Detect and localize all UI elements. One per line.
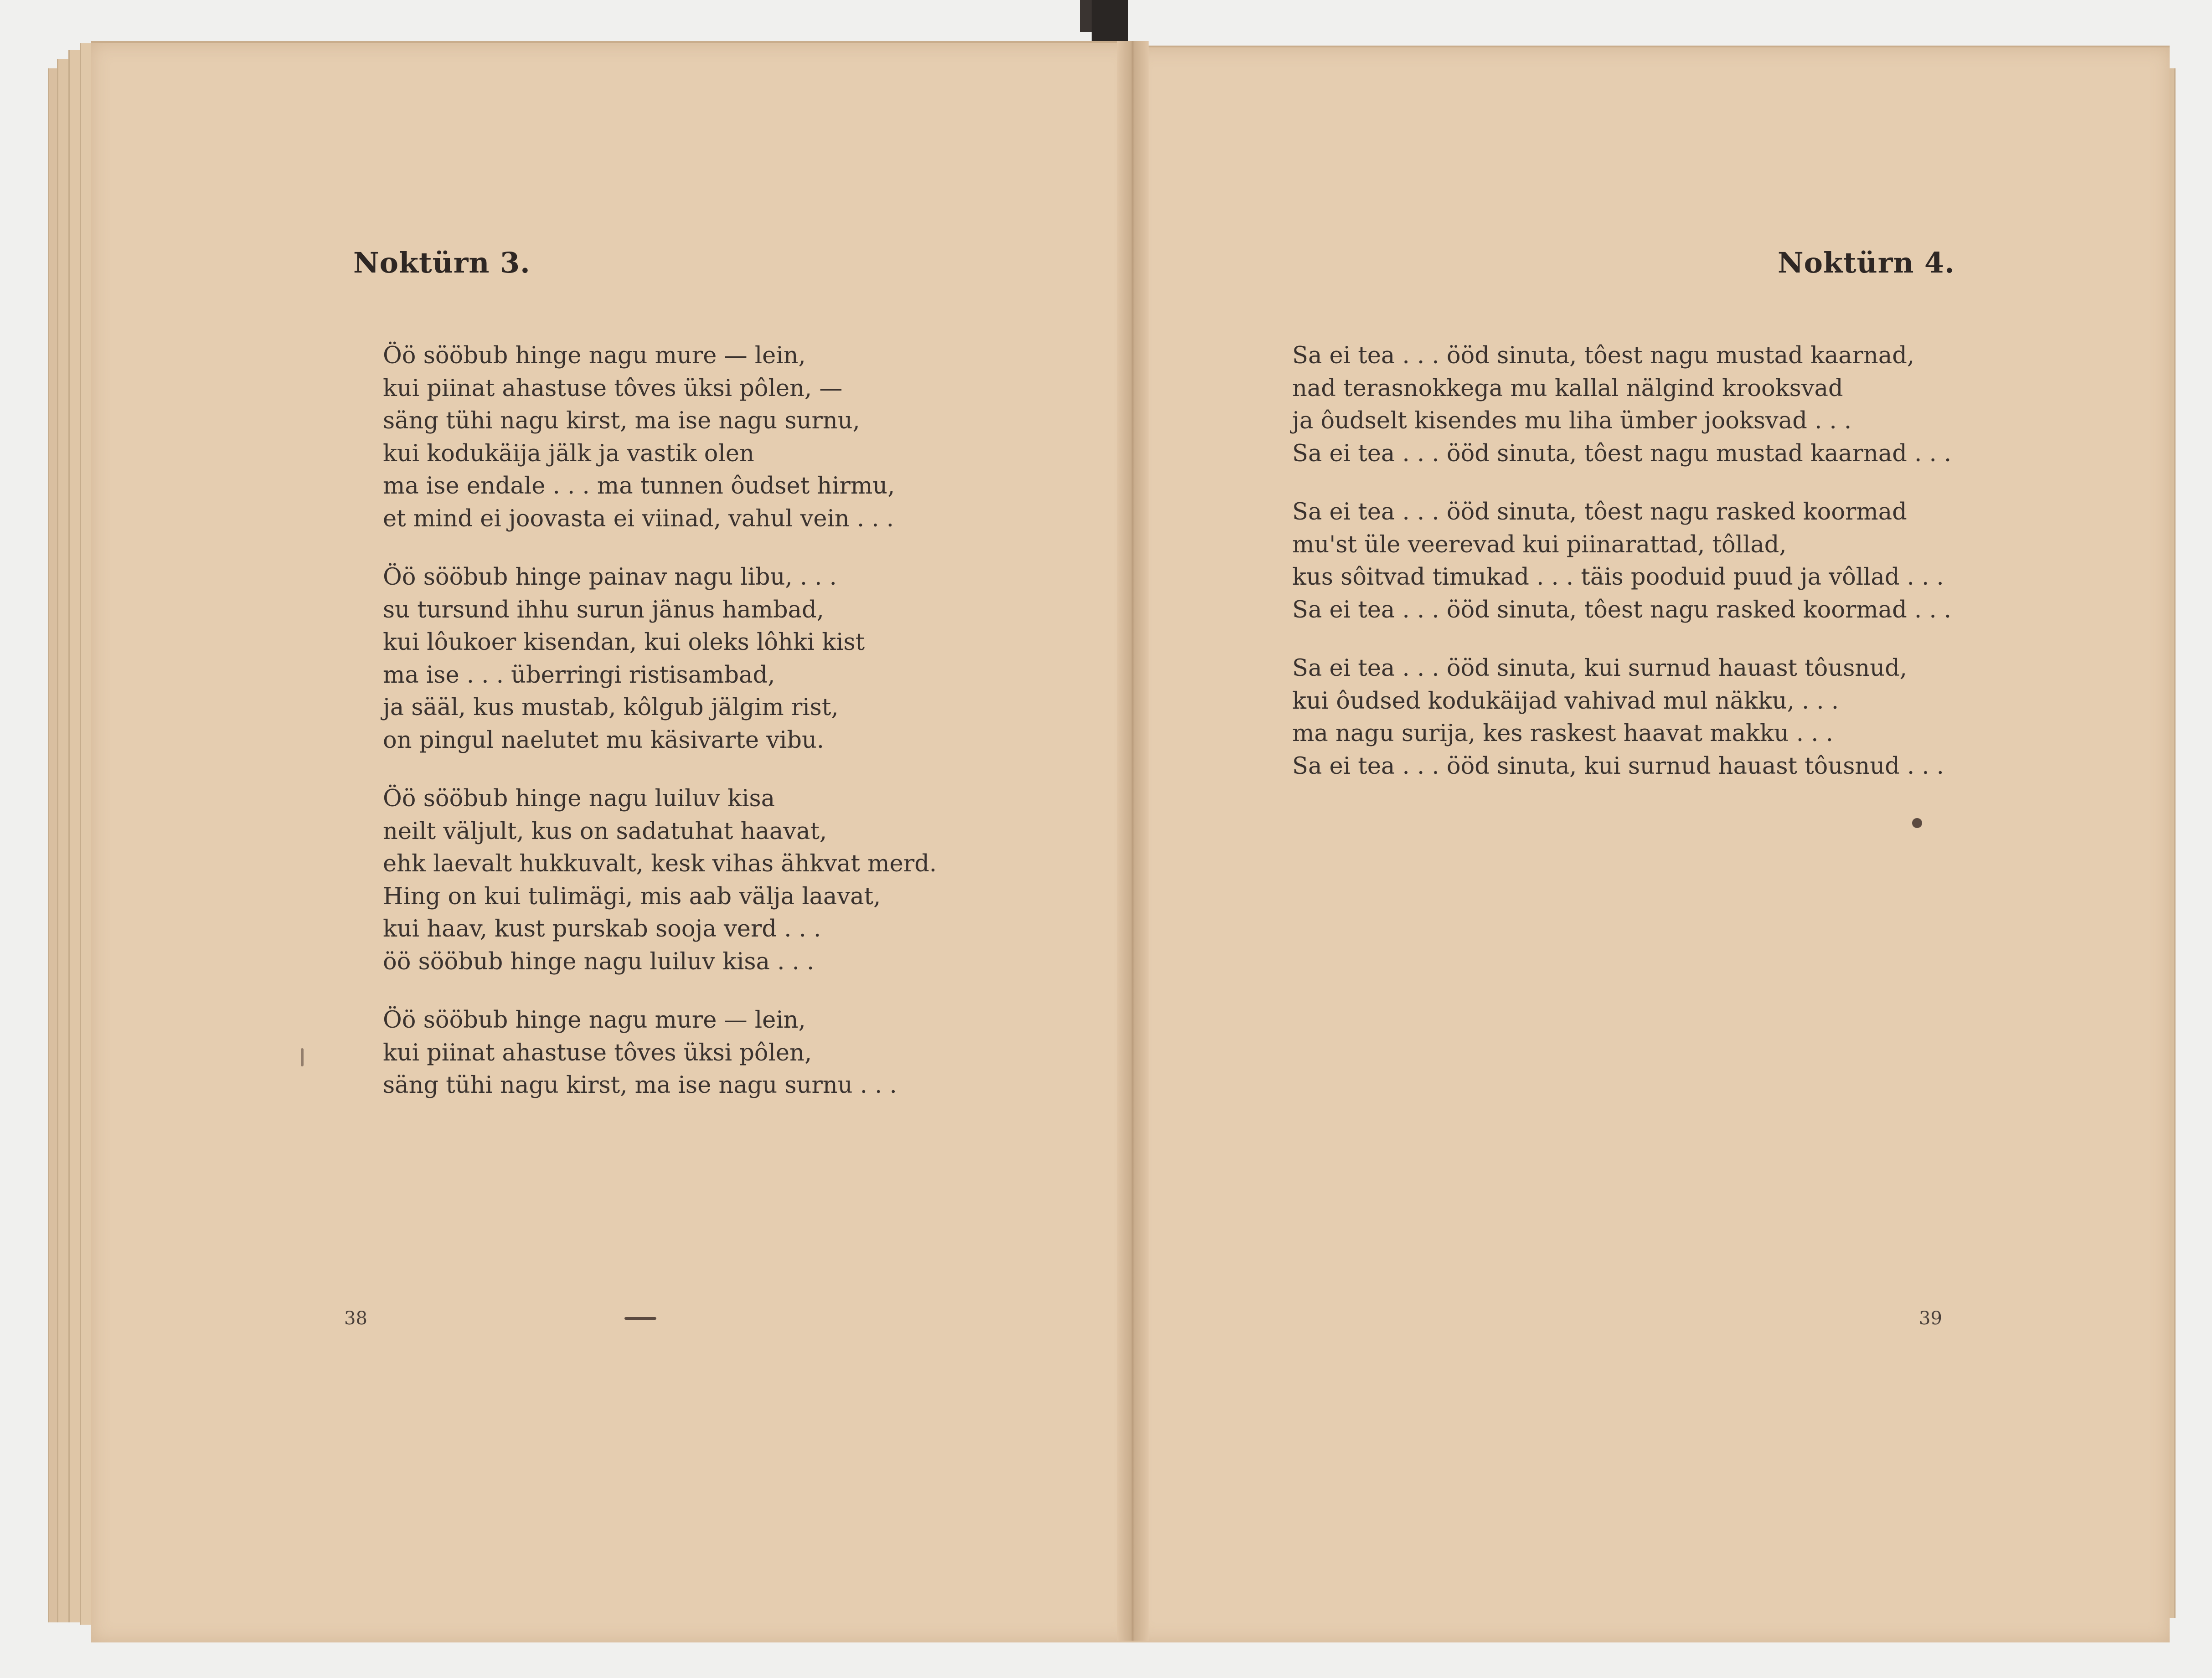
poem-line: kui ôudsed kodukäijad vahivad mul näkku, . . . (1292, 687, 1839, 715)
poem-line: neilt väljult, kus on sadatuhat haavat, (383, 818, 827, 845)
binding-clip (1092, 0, 1128, 43)
stanza (383, 340, 937, 535)
poem-line: ja sääl, kus mustab, kôlgub jälgim rist, (383, 694, 839, 721)
poem-line: nad terasnokkega mu kallal nälgind krooksvad (1292, 375, 1843, 402)
paper-speck (1912, 818, 1922, 828)
poem-line: kui haav, kust purskab sooja verd . . . (383, 916, 821, 942)
poem-line: Sa ei tea . . . ööd sinuta, tôest nagu mustad kaarnad . . . (1292, 440, 1952, 467)
poem-right (1292, 340, 1951, 782)
stanza (1292, 496, 1951, 626)
paper-speck (301, 1048, 304, 1066)
poem-line: ma ise endale . . . ma tunnen ôudset hirmu, (383, 473, 895, 499)
poem-line: Sa ei tea . . . ööd sinuta, tôest nagu rasked koormad . . . (1292, 596, 1952, 623)
poem-line: Sa ei tea . . . ööd sinuta, tôest nagu rasked koormad (1292, 499, 1907, 525)
poem-line: Hing on kui tulimägi, mis aab välja laavat, (383, 883, 881, 910)
poem-line: Öö sööbub hinge nagu mure — lein, (383, 1007, 806, 1034)
poem-line: Öö sööbub hinge painav nagu libu, . . . (383, 564, 837, 591)
poem-line: ma nagu surija, kes raskest haavat makku . . . (1292, 720, 1833, 747)
poem-line: kui piinat ahastuse tôves üksi pôlen, — (383, 375, 843, 402)
stanza (383, 561, 937, 757)
poem-line: su tursund ihhu surun jänus hambad, (383, 596, 824, 623)
poem-title-right: Noktürn 4. (1778, 246, 1955, 279)
poem-title-left: Noktürn 3. (353, 246, 531, 279)
poem-line: Öö sööbub hinge nagu luiluv kisa (383, 785, 775, 812)
right-page (1133, 46, 2170, 1642)
poem-line: ja ôudselt kisendes mu liha ümber jooksvad . . . (1292, 407, 1852, 434)
poem-line: Sa ei tea . . . ööd sinuta, kui surnud hauast tôusnud . . . (1292, 752, 1944, 780)
poem-line: Sa ei tea . . . ööd sinuta, kui surnud hauast tôusnud, (1292, 655, 1907, 682)
stanza (383, 782, 937, 978)
stanza (383, 1004, 937, 1102)
poem-line: et mind ei joovasta ei viinad, vahul vein . . . (383, 505, 894, 532)
poem-line: Sa ei tea . . . ööd sinuta, tôest nagu mustad kaarnad, (1292, 342, 1915, 369)
poem-line: öö sööbub hinge nagu luiluv kisa . . . (383, 948, 815, 975)
paper-speck (624, 1317, 656, 1320)
page-number-right: 39 (1919, 1308, 1942, 1329)
poem-left (383, 340, 937, 1102)
poem-line: ma ise . . . überringi ristisambad, (383, 661, 775, 689)
poem-line: on pingul naelutet mu käsivarte vibu. (383, 726, 825, 754)
poem-line: kui piinat ahastuse tôves üksi pôlen, (383, 1039, 812, 1066)
book-gutter (1117, 41, 1149, 1641)
stanza (1292, 652, 1951, 782)
poem-line: säng tühi nagu kirst, ma ise nagu surnu, (383, 407, 860, 434)
poem-line: Öö sööbub hinge nagu mure — lein, (383, 342, 806, 369)
poem-line: mu'st üle veerevad kui piinarattad, tôllad, (1292, 531, 1787, 558)
poem-line: säng tühi nagu kirst, ma ise nagu surnu . . . (383, 1072, 897, 1099)
page-number-left: 38 (344, 1308, 367, 1329)
poem-line: kui lôukoer kisendan, kui oleks lôhki kist (383, 629, 865, 656)
poem-line: kus sôitvad timukad . . . täis pooduid puud ja vôllad . . . (1292, 564, 1944, 591)
stanza (1292, 340, 1951, 470)
poem-line: ehk laevalt hukkuvalt, kesk vihas ähkvat merd. (383, 850, 937, 877)
poem-line: kui kodukäija jälk ja vastik olen (383, 440, 754, 467)
